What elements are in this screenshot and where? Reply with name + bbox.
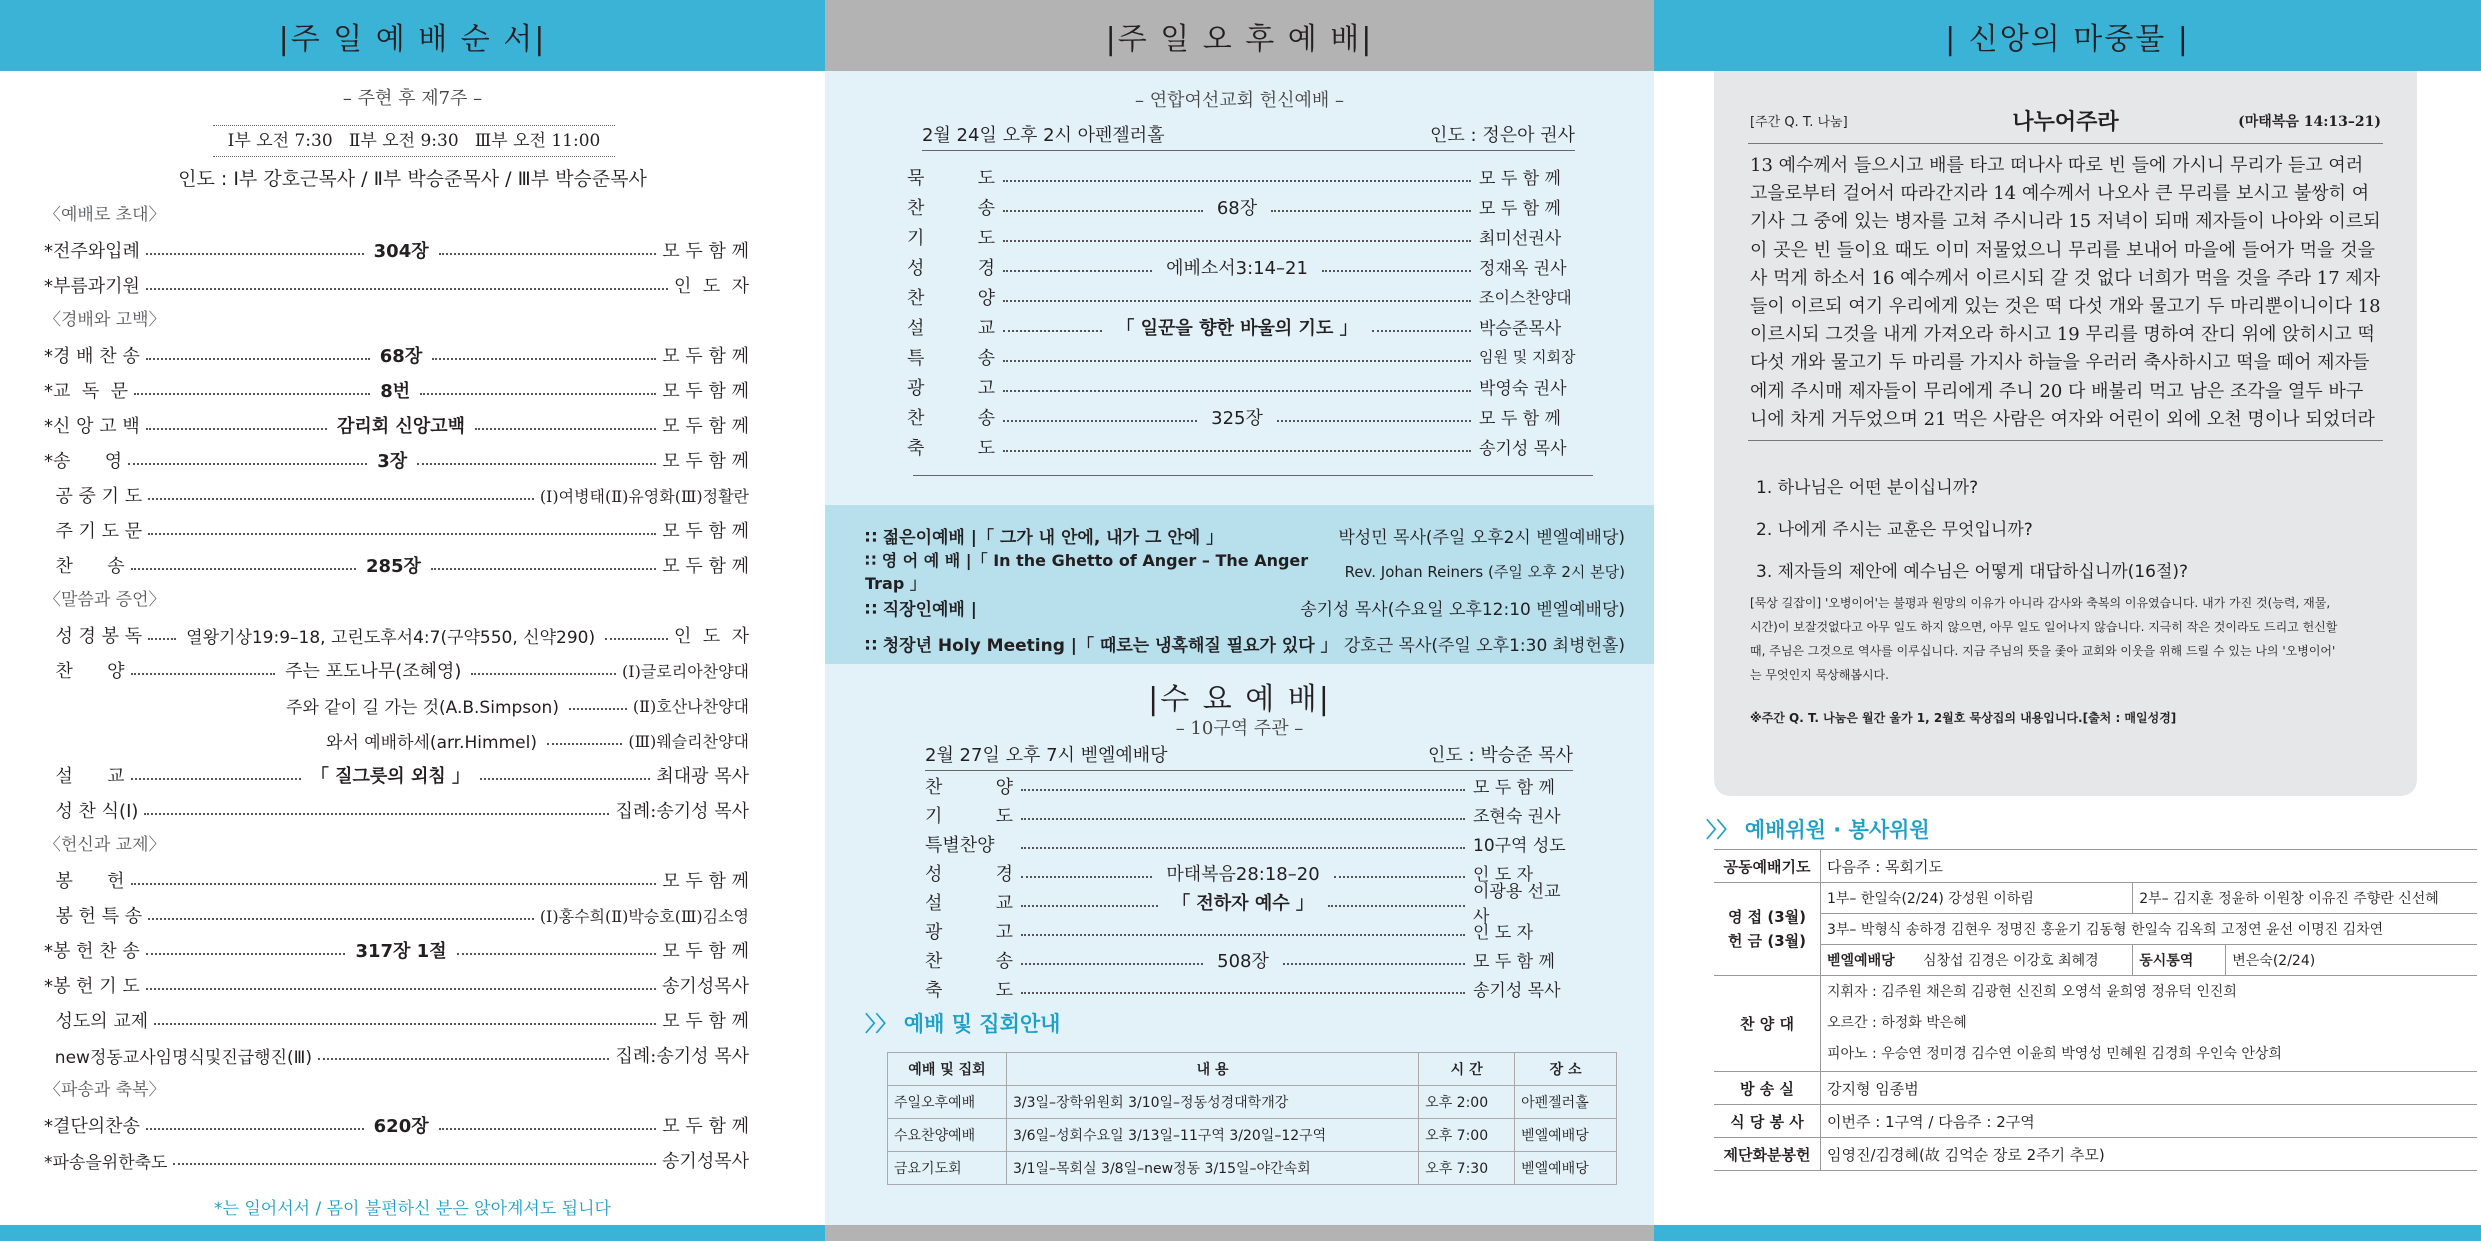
afternoon-worship-title: |주 일 오 후 예 배| <box>825 0 1654 71</box>
afternoon-leader: 인도 : 정은아 권사 <box>1430 125 1575 146</box>
table-row: 제단화분봉헌 임영진/김경혜(故 김억순 장로 2주기 추모) <box>1714 1138 2477 1171</box>
band-row: ∷ 청장년 Holy Meeting |「 때로는 냉혹해질 필요가 있다 」 강호근 목사(주일 오후1:30 최병헌홀) <box>865 635 1625 656</box>
section-invitation: 〈예배로 초대〉 <box>44 205 166 225</box>
service-staff-table <box>1714 849 2477 1171</box>
footer-bar <box>825 1225 1654 1241</box>
afternoon-subtitle: – 연합여선교회 헌신예배 – <box>1134 90 1345 111</box>
afternoon-item: 성 경 에베소서3:14–21 정재옥 권사 <box>907 257 1567 279</box>
wednesday-item: 특별찬양 10구역 성도 <box>925 834 1566 856</box>
order-item: 주와 같이 길 가는 것(A.B.Simpson) (Ⅱ)호산나찬양대 <box>286 696 749 718</box>
qt-questions: 1. 하나님은 어떤 분이십니까? 2. 나에게 주시는 교훈은 무엇입니까? 3. 제자들의 제안에 예수님은 어떻게 대답하십니까(16절)? <box>1756 478 2189 582</box>
other-services-band <box>825 505 1654 664</box>
order-item: *신 앙 고 백 감리회 신앙고백 모 두 함 께 <box>44 416 750 437</box>
section-adoration: 〈경배와 고백〉 <box>44 310 166 330</box>
footer-bar <box>1654 1225 2481 1241</box>
qt-passage: 13 예수께서 들으시고 배를 타고 떠나사 따로 빈 들에 가시니 무리가 듣고 여러 고을로부터 걸어서 따라간지라 14 예수께서 나오사 큰 무리를 보시고 불쌍히 여 기사 그 중에 있는 병자를 고쳐 주시니라 15 저녁이 되매 제자들이 나아와 이르되 이 곳은 빈 들이요 때도 이미 저물었으니 무리를 보내어 마을에 들어가 먹을 것을 사 먹게 하소서 16 예수께서 이르시되 갈 것 없다 너희가 먹을 것을 주라 17 제자 들이 이르되 여기 우리에게 있는 것은 떡 다섯 개와 물고기 두 마리뿐이니이다 18 이르시되 그것을 내게 가져오라 하시고 19 무리를 명하여 잔디 위에 앉히시고 떡 다섯 개와 물고기 두 마리를 가지사 하늘을 우러러 축사하시고 떡을 떼어 제자들 에게 주시매 제자들이 무리에게 주니 20 다 배불리 먹고 남은 조각을 열두 바구 니에 차게 거두었으며 21 먹은 사람은 여자와 어린이 외에 오천 명이나 되었더라 <box>1750 155 2381 430</box>
order-item: 와서 예배하세(arr.Himmel) (Ⅲ)웨슬리찬양대 <box>326 731 749 753</box>
qt-rule <box>1748 440 2383 441</box>
qt-label: [주간 Q. T. 나눔] <box>1750 115 1848 130</box>
wednesday-item: 설 교 「 전하자 예수 」 이광용 선교사 <box>925 881 1561 927</box>
worship-leaders: 인도 : Ⅰ부 강호근목사 / Ⅱ부 박승준목사 / Ⅲ부 박승준목사 <box>178 168 647 190</box>
faith-column <box>1654 0 2481 1241</box>
afternoon-item: 광 고 박영숙 권사 <box>907 377 1567 399</box>
afternoon-divider <box>913 475 1593 476</box>
afternoon-item: 찬 양 조이스찬양대 <box>907 287 1572 309</box>
band-row: ∷ 직장인예배 | 송기성 목사(수요일 오후12:10 벧엘예배당) <box>865 599 1625 620</box>
wednesday-item: 찬 양 모 두 함 께 <box>925 776 1555 798</box>
qt-source-note: ※주간 Q. T. 나눔은 월간 울가 1, 2월호 묵상집의 내용입니다.[출처 : 매일성경] <box>1750 711 2177 725</box>
order-item: *교 독 문 8번 모 두 함 께 <box>44 381 750 402</box>
wednesday-item: 기 도 조현숙 권사 <box>925 805 1561 827</box>
order-item: 봉 헌 특 송 (Ⅰ)홍수희(Ⅱ)박승호(Ⅲ)김소영 <box>44 906 749 927</box>
order-item: *봉 헌 찬 송 317장 1절 모 두 함 께 <box>44 941 750 962</box>
afternoon-date: 2월 24일 오후 2시 아펜젤러홀 <box>922 125 1165 146</box>
service-times: Ⅰ부 오전 7:30 Ⅱ부 오전 9:30 Ⅲ부 오전 11:00 <box>213 125 615 157</box>
band-row: ∷ 젊은이예배 |「 그가 내 안에, 내가 그 안에 」 박성민 목사(주일 오후2시 벧엘예배당) <box>865 527 1625 548</box>
order-item: 주 기 도 문 모 두 함 께 <box>44 521 749 542</box>
order-item: 찬 양 주는 포도나무(조혜영) (Ⅰ)글로리아찬양대 <box>44 661 750 682</box>
order-item: *봉 헌 기 도 송기성목사 <box>44 976 749 997</box>
afternoon-item: 기 도 최미선권사 <box>907 227 1562 249</box>
table-row: 주일오후예배 3/3일–장학위원회 3/10일–정동성경대학개강 오후 2:00 아펜젤러홀 <box>888 1086 1617 1119</box>
wednesday-item: 찬 송 508장 모 두 함 께 <box>925 950 1555 972</box>
section-offering: 〈헌신과 교제〉 <box>44 835 166 855</box>
table-row: 영 접 (3월) 헌 금 (3월) 1부– 한일숙(2/24) 강성원 이하림 2부– 김지훈 정윤하 이원창 이유진 주향란 신선혜 <box>1714 883 2477 914</box>
order-item: new정동교사임명식및진급행진(Ⅲ) 집례:송기성 목사 <box>44 1046 749 1068</box>
table-row: 수요찬양예배 3/6일–성회수요일 3/13일–11구역 3/20일–12구역 오후 7:00 벧엘예배당 <box>888 1119 1617 1152</box>
table-header: 예배 및 집회 내 용 시 간 장 소 <box>888 1053 1617 1086</box>
table-row: 금요기도회 3/1일–목회실 3/8일–new정동 3/15일–야간속회 오후 7:30 벧엘예배당 <box>888 1152 1617 1185</box>
wednesday-subtitle: – 10구역 주관 – <box>1175 718 1304 739</box>
order-item: *송 영 3장 모 두 함 께 <box>44 451 749 472</box>
sunday-worship-column <box>0 0 825 1241</box>
afternoon-item: 찬 송 68장 모 두 함 께 <box>907 197 1561 219</box>
qt-reference: (마태복음 14:13–21) <box>2238 114 2381 130</box>
faith-title: | 신앙의 마중물 | <box>1654 0 2481 71</box>
order-item: 설 교 「 질그릇의 외침 」 최대광 목사 <box>44 766 749 787</box>
qt-box <box>1714 71 2417 796</box>
qt-title: 나누어주라 <box>2012 110 2119 135</box>
afternoon-date-row <box>922 118 1575 151</box>
section-sending: 〈파송과 축복〉 <box>44 1080 166 1100</box>
footer-bar <box>0 1225 825 1241</box>
meditation-guide: [묵상 길잡이] '오병이어'는 불평과 원망의 이유가 아니라 감사와 축복의 이유였습니다. 내가 가진 것(능력, 재물, 시간)이 보잘것없다고 아무 일도 하지 않으면, 아무 일도 일어나지 않습니다. 지극히 작은 것이라도 드리고 헌신할 때, 주님은 그것으로 역사를 이루십니다. 지금 주님의 뜻을 좇아 교회와 이웃을 위해 드릴 수 있는 나의 '오병이어' 는 무엇인지 묵상해봅시다. <box>1750 596 2338 682</box>
wednesday-leader: 인도 : 박승준 목사 <box>1428 745 1573 766</box>
meeting-guide-title: 〉〉 예배 및 집회안내 <box>865 1012 1061 1036</box>
wednesday-date-row <box>925 738 1573 771</box>
table-row: 식 당 봉 사 이번주 : 1구역 / 다음주 : 2구역 <box>1714 1105 2477 1138</box>
sunday-worship-title: |주 일 예 배 순 서| <box>0 0 825 71</box>
order-item: 성 경 봉 독 열왕기상19:9–18, 고린도후서4:7(구약550, 신약290) 인 도 자 <box>44 626 749 648</box>
order-item: *전주와입례 304장 모 두 함 께 <box>44 241 750 262</box>
afternoon-item: 묵 도 모 두 함 께 <box>907 167 1561 189</box>
wednesday-item: 광 고 인 도 자 <box>925 921 1534 943</box>
afternoon-item: 설 교 「 일꾼을 향한 바울의 기도 」 박승준목사 <box>907 317 1562 339</box>
wednesday-item: 축 도 송기성 목사 <box>925 979 1561 1001</box>
afternoon-item: 특 송 임원 및 지회장 <box>907 347 1576 369</box>
section-word: 〈말씀과 증언〉 <box>44 590 166 610</box>
order-item: *파송을위한축도 송기성목사 <box>44 1151 749 1173</box>
qt-rule <box>1748 143 2383 144</box>
week-subtitle: – 주현 후 제7주 – <box>342 88 483 109</box>
wednesday-date: 2월 27일 오후 7시 벧엘예배당 <box>925 745 1168 766</box>
table-row: 방 송 실 강지형 임종범 <box>1714 1072 2477 1105</box>
table-row: 벧엘예배당 심창섭 김경은 이강호 최혜경 동시통역 변은숙(2/24) <box>1714 945 2477 976</box>
band-row: ∷ 영 어 예 배 |「 In the Ghetto of Anger – The Anger Trap 」 Rev. Johan Reiners (주일 오후 2시 본당) <box>865 551 1625 593</box>
order-item: 성도의 교제 모 두 함 께 <box>44 1011 749 1032</box>
order-item: 찬 송 285장 모 두 함 께 <box>44 556 749 577</box>
order-item: *경 배 찬 송 68장 모 두 함 께 <box>44 346 749 367</box>
table-row: 공동예배기도 다음주 : 목회기도 <box>1714 850 2477 883</box>
afternoon-worship-column <box>825 0 1654 1241</box>
order-item: 공 중 기 도 (Ⅰ)여병태(Ⅱ)유영화(Ⅲ)정활란 <box>44 486 749 507</box>
order-item: 봉 헌 모 두 함 께 <box>44 871 749 892</box>
table-row: 찬 양 대 지휘자 : 김주원 채은희 김광현 신진희 오영석 윤희영 정유덕 인진희 오르간 : 하정화 박은혜 피아노 : 우승연 정미경 김수연 이윤희 박영성 민혜원 김경희 우인숙 안상희 <box>1714 976 2477 1072</box>
standing-footnote: *는 일어서서 / 몸이 불편하신 분은 앉아계셔도 됩니다 <box>214 1199 611 1219</box>
table-row: 3부– 박형식 송하경 김현우 정명진 홍윤기 김동형 한일숙 김옥희 고정연 윤선 이명진 김차연 <box>1714 914 2477 945</box>
order-item: *결단의찬송 620장 모 두 함 께 <box>44 1116 750 1137</box>
order-item: 성 찬 식(Ⅰ) 집례:송기성 목사 <box>44 801 749 822</box>
service-staff-title: 〉〉 예배위원 · 봉사위원 <box>1706 818 1930 842</box>
wednesday-item: 성 경 마태복음28:18–20 인 도 자 <box>925 863 1534 885</box>
afternoon-item: 축 도 송기성 목사 <box>907 437 1567 459</box>
afternoon-item: 찬 송 325장 모 두 함 께 <box>907 407 1561 429</box>
wednesday-title: |수 요 예 배| <box>1148 682 1331 717</box>
order-item: *부름과기원 인 도 자 <box>44 276 749 297</box>
meeting-guide-table <box>887 1052 1617 1185</box>
